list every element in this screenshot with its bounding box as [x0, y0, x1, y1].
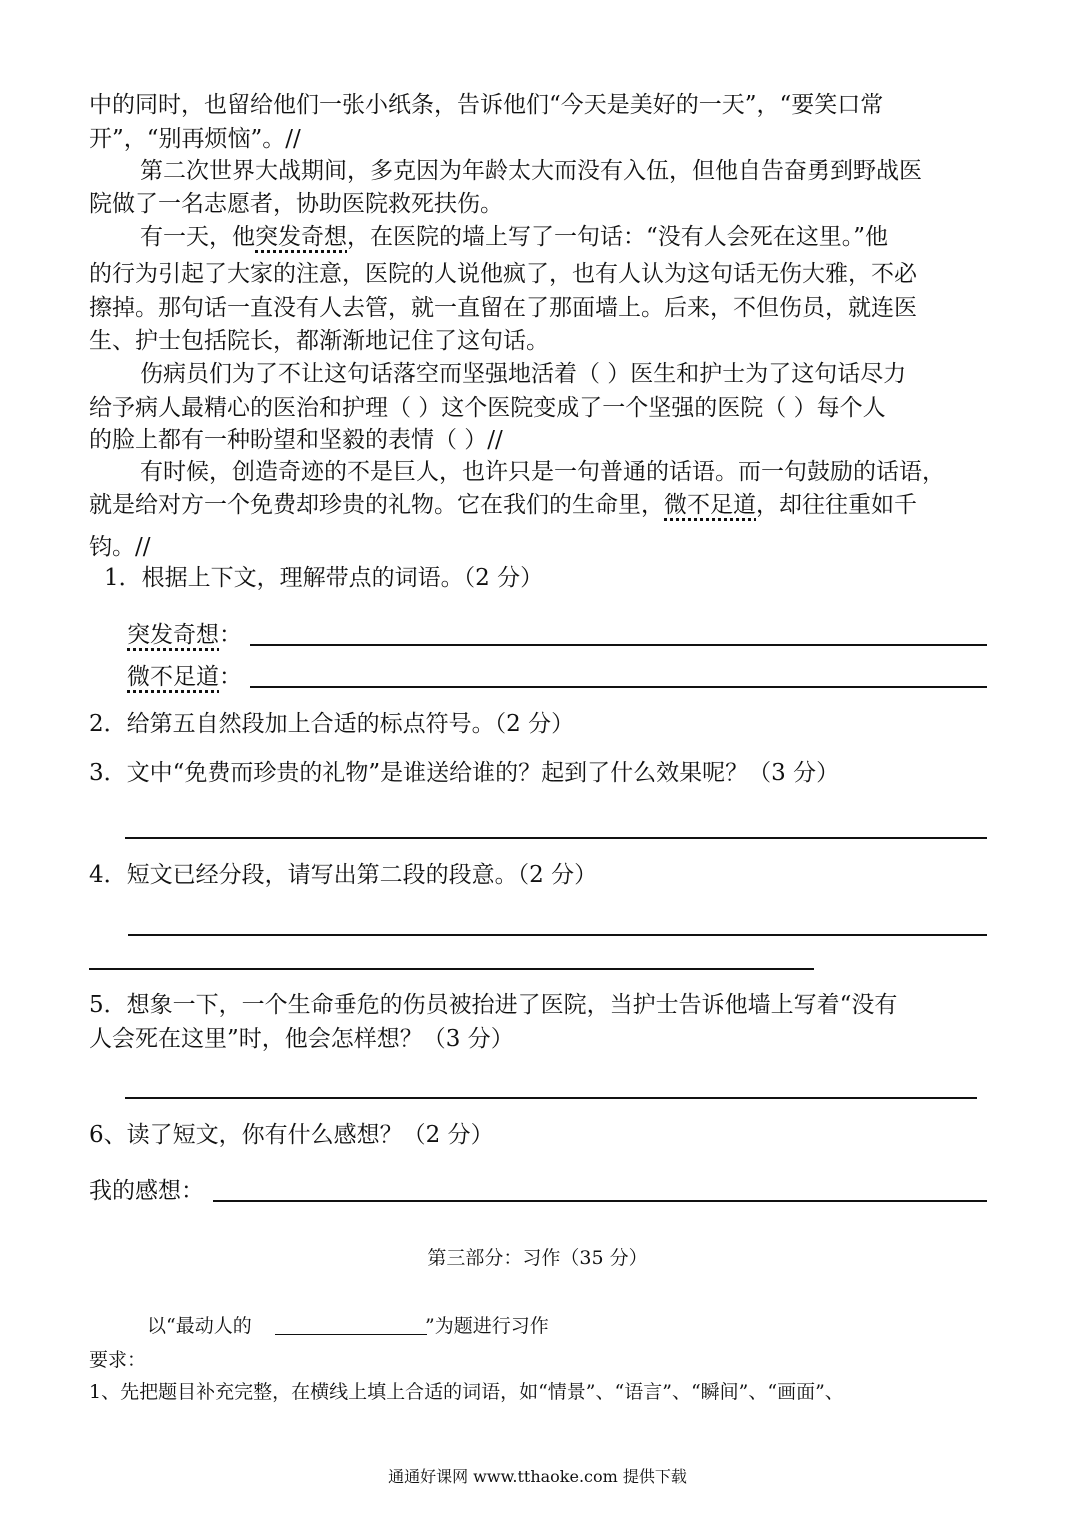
answer-line[interactable]: [250, 644, 987, 646]
question-1: 1．根据上下文，理解带点的词语。（2 分）: [104, 565, 544, 591]
passage-line: 中的同时，也留给他们一张小纸条，告诉他们“今天是美好的一天”，“要笑口常: [89, 92, 884, 118]
dotted-word: 微不足道: [127, 664, 219, 690]
answer-line[interactable]: [128, 934, 987, 936]
question-5: 人会死在这里”时，他会怎样想？（3 分）: [89, 1026, 514, 1052]
answer-line[interactable]: [89, 968, 814, 970]
answer-line[interactable]: [213, 1200, 987, 1202]
essay-prompt: ”为题进行习作: [425, 1315, 549, 1337]
term-label: [127, 620, 257, 650]
passage-line: 给予病人最精心的医治和护理（ ）这个医院变成了一个坚强的医院（ ）每个人: [89, 395, 886, 421]
passage-line: 有时候，创造奇迹的不是巨人，也许只是一句普通的话语。而一句鼓励的话语，: [140, 459, 945, 485]
passage-line: 开”，“别再烦恼”。//: [89, 126, 301, 152]
footer: 通通好课网 www.tthaoke.com 提供下载: [388, 1467, 687, 1486]
essay-prompt: 以“最动人的: [147, 1315, 252, 1337]
passage-line: [140, 222, 1040, 252]
passage-line: 的行为引起了大家的注意，医院的人说他疯了，也有人认为这句话无伤大雅，不必: [89, 261, 917, 287]
thoughts-label: 我的感想：: [89, 1178, 204, 1204]
passage-line: 院做了一名志愿者，协助医院救死扶伤。: [89, 191, 503, 217]
term-label: [127, 662, 257, 692]
section-heading: 第三部分：习作（35 分）: [427, 1247, 648, 1269]
answer-line[interactable]: [250, 686, 987, 688]
passage-line: 擦掉。那句话一直没有人去管，就一直留在了那面墙上。后来，不但伤员，就连医: [89, 295, 917, 321]
text: ，在医院的墙上写了一句话：“没有人会死在这里。”他: [347, 224, 889, 250]
answer-line[interactable]: [125, 1097, 977, 1099]
question-2: 2．给第五自然段加上合适的标点符号。（2 分）: [89, 711, 575, 737]
title-blank[interactable]: [275, 1334, 427, 1335]
colon: ：: [219, 622, 242, 648]
text: 有一天，他: [140, 224, 255, 250]
question-4: 4．短文已经分段，请写出第二段的段意。（2 分）: [89, 862, 598, 888]
dotted-word: 微不足道: [664, 492, 756, 518]
question-6: 6、读了短文，你有什么感想？（2 分）: [89, 1122, 494, 1148]
passage-line: 生、护士包括院长，都渐渐地记住了这句话。: [89, 328, 549, 354]
dotted-word: 突发奇想: [255, 224, 347, 250]
colon: ：: [219, 664, 242, 690]
passage-line: [89, 490, 989, 520]
text: 就是给对方一个免费却珍贵的礼物。它在我们的生命里，: [89, 492, 664, 518]
answer-line[interactable]: [125, 837, 987, 839]
requirement-1: 1、先把题目补充完整，在横线上填上合适的词语，如“情景”、“语言”、“瞬间”、“画面”、: [89, 1381, 844, 1403]
passage-line: 钧。//: [89, 534, 151, 560]
passage-line: 第二次世界大战期间，多克因为年龄太大而没有入伍，但他自告奋勇到野战医: [140, 158, 922, 184]
question-5: 5．想象一下，一个生命垂危的伤员被抬进了医院，当护士告诉他墙上写着“没有: [89, 992, 898, 1018]
passage-line: 的脸上都有一种盼望和坚毅的表情（ ）//: [89, 427, 503, 453]
text: ，却往往重如千: [756, 492, 917, 518]
dotted-word: 突发奇想: [127, 622, 219, 648]
requirements-label: 要求：: [89, 1349, 147, 1371]
passage-line: 伤病员们为了不让这句话落空而坚强地活着（ ）医生和护士为了这句话尽力: [140, 361, 907, 387]
question-3: 3．文中“免费而珍贵的礼物”是谁送给谁的？起到了什么效果呢？（3 分）: [89, 760, 840, 786]
